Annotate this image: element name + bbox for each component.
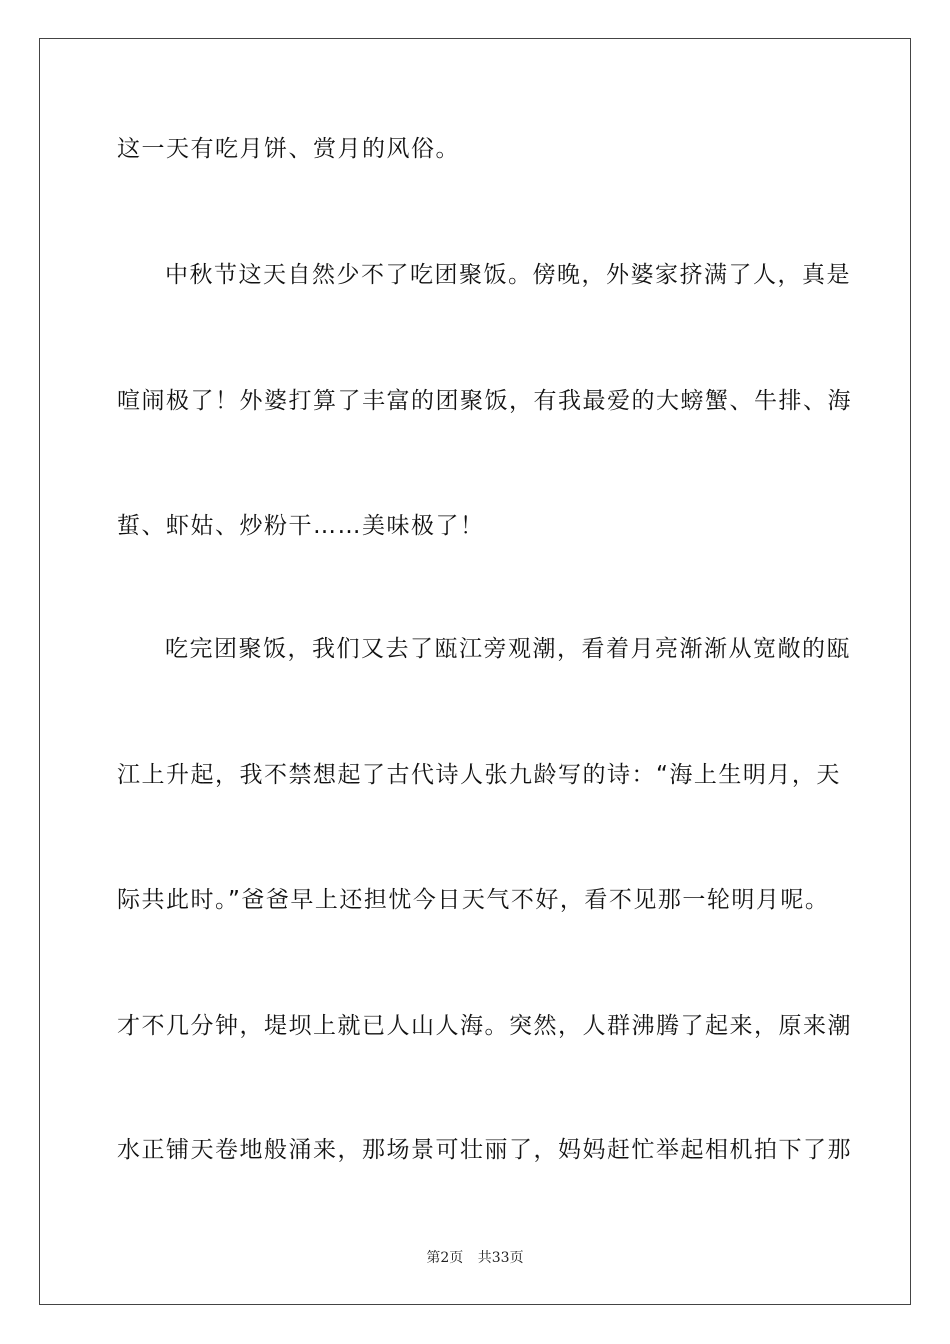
- page-border: [39, 38, 911, 1305]
- text-line-3: 喧闹极了！外婆打算了丰富的团聚饭，有我最爱的大螃蟹、牛排、海: [117, 388, 852, 414]
- text-line-6: 江上升起，我不禁想起了古代诗人张九龄写的诗：“海上生明月，天: [117, 762, 841, 788]
- page-number: 第2页: [426, 1250, 464, 1266]
- page-footer: [0, 1247, 950, 1267]
- text-line-8: 才不几分钟，堤坝上就已人山人海。突然，人群沸腾了起来，原来潮: [117, 1013, 852, 1039]
- page-total: 共33页: [477, 1250, 524, 1266]
- text-line-9: 水正铺天卷地般涌来，那场景可壮丽了，妈妈赶忙举起相机拍下了那: [117, 1137, 852, 1163]
- text-line-4: 蜇、虾姑、炒粉干……美味极了！: [117, 513, 485, 539]
- text-line-5: 吃完团聚饭，我们又去了瓯江旁观潮，看着月亮渐渐从宽敞的瓯: [165, 636, 851, 662]
- text-line-1: 这一天有吃月饼、赏月的风俗。: [117, 136, 460, 162]
- text-line-2: 中秋节这天自然少不了吃团聚饭。傍晚，外婆家挤满了人，真是: [165, 262, 851, 288]
- text-line-7: 际共此时。”爸爸早上还担忧今日天气不好，看不见那一轮明月呢。: [117, 887, 830, 913]
